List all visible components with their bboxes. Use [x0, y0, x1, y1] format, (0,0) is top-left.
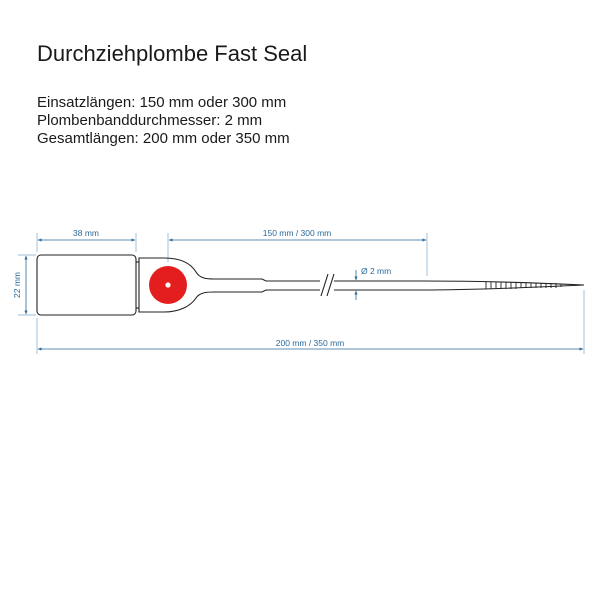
seal-body [37, 255, 584, 315]
seal-head [37, 255, 136, 315]
dim-total-length-label: 200 mm / 350 mm [275, 338, 345, 348]
page-title: Durchziehplombe Fast Seal [37, 41, 308, 66]
dim-band-diameter-label: Ø 2 mm [361, 266, 392, 276]
dim-total-length [37, 290, 584, 354]
seal-disc [149, 266, 187, 304]
break-mark [320, 274, 334, 296]
dim-head-height [12, 255, 36, 315]
disc-hole [165, 282, 170, 287]
dim-insert-length-label: 150 mm / 300 mm [262, 228, 332, 238]
spec-band-diameter: Plombenbanddurchmesser: 2 mm [37, 112, 263, 129]
dim-head-height-label: 22 mm [12, 272, 22, 298]
spec-total-lengths: Gesamtlängen: 200 mm oder 350 mm [37, 130, 290, 147]
spec-insert-lengths: Einsatzlängen: 150 mm oder 300 mm [37, 94, 287, 111]
dim-head-width-label: 38 mm [73, 228, 99, 238]
dim-head-width [37, 228, 136, 252]
dim-band-diameter [356, 266, 391, 300]
